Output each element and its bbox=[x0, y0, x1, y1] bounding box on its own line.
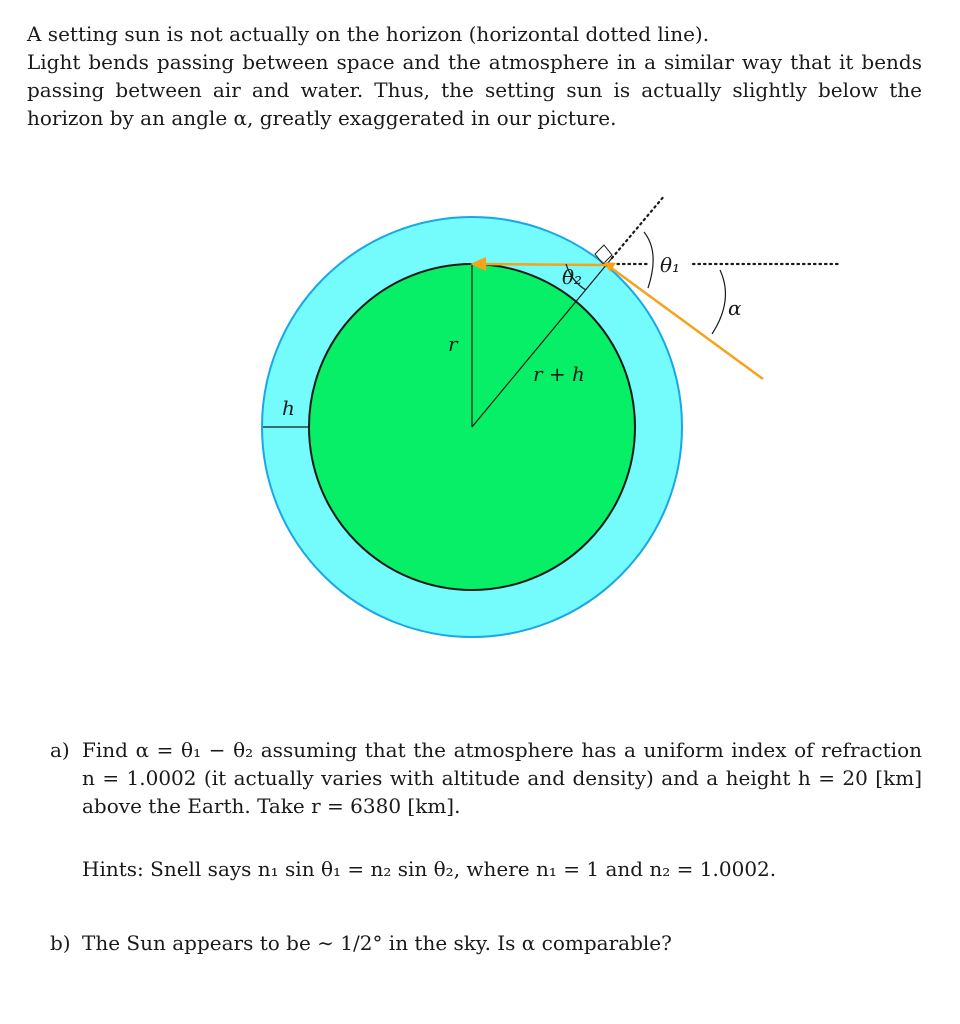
question-a-text: Find α = θ₁ − θ₂ assuming that the atmosphere has a uniform index of refraction n = 1.0002 (it actually varies with altitude and density) and a height h = 20 [km] above the Earth. Take r = 6380 [km]. bbox=[82, 738, 922, 818]
question-b-text: The Sun appears to be ∼ 1/2° in the sky. Is α comparable? bbox=[82, 931, 672, 955]
refracted-ray bbox=[482, 264, 606, 265]
theta2-label: θ₂ bbox=[562, 265, 583, 289]
question-b-label: b) bbox=[50, 931, 71, 955]
intro-line-2: Light bends passing between space and the atmosphere in a similar way that it bends passing between air and water. Thus, the setting sun is actually slightly below the horizon by an angle α, greatly exaggerated in our picture. bbox=[27, 50, 922, 130]
question-a bbox=[50, 736, 922, 820]
intro-line-1: A setting sun is not actually on the horizon (horizontal dotted line). bbox=[27, 22, 710, 46]
snell-hint: Hints: Snell says n₁ sin θ₁ = n₂ sin θ₂, where n₁ = 1 and n₂ = 1.0002. bbox=[82, 857, 777, 881]
alpha-label: α bbox=[728, 296, 742, 320]
r-label: r bbox=[448, 332, 458, 356]
theta1-label: θ₁ bbox=[660, 253, 681, 277]
normal-dotted-line bbox=[612, 195, 665, 258]
h-label: h bbox=[282, 396, 295, 420]
r-plus-h-label: r + h bbox=[533, 362, 585, 386]
question-a-label: a) bbox=[50, 738, 70, 762]
theta1-arc bbox=[644, 232, 653, 288]
alpha-arc bbox=[712, 270, 725, 334]
question-b bbox=[50, 929, 922, 957]
